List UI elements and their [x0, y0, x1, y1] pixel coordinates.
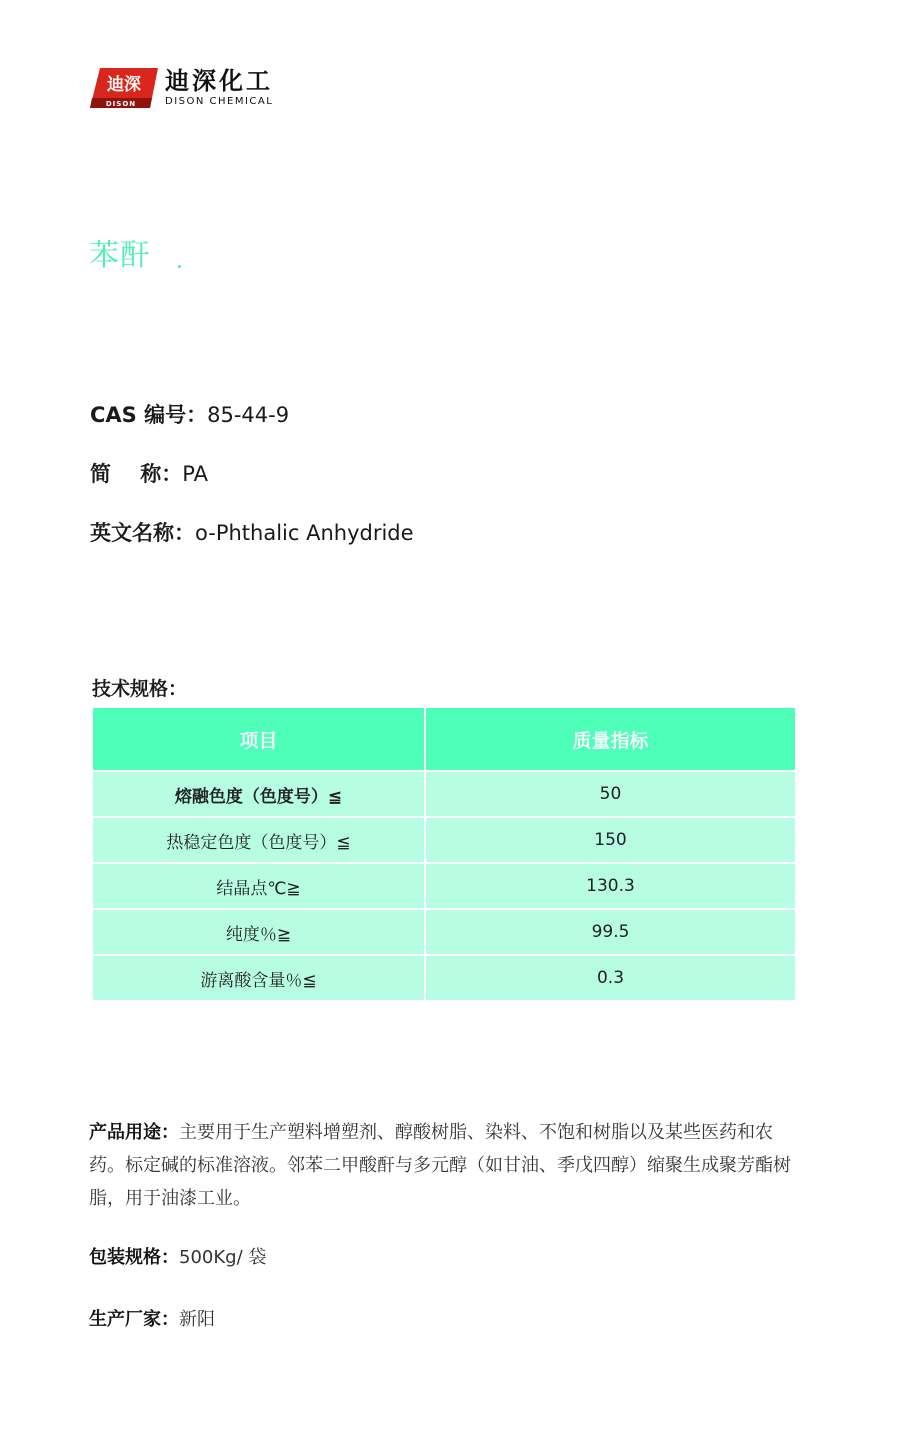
spec-table [91, 706, 797, 1002]
product-title: 苯酐 [89, 238, 151, 273]
row-item: 熔融色度（色度号）≦ [92, 771, 425, 817]
packaging-line [89, 1241, 799, 1274]
manufacturer-value: 新阳 [179, 1309, 215, 1330]
brand-badge [90, 68, 158, 108]
header-quality: 质量指标 [425, 707, 796, 771]
row-value: 0.3 [425, 955, 796, 1001]
table-row [92, 863, 796, 909]
row-item: 纯度％≧ [92, 909, 425, 955]
row-value: 130.3 [425, 863, 796, 909]
english-name-value: o-Phthalic Anhydride [195, 521, 414, 545]
cas-line [90, 401, 289, 429]
brand-name-en: DISON CHEMICAL [165, 96, 274, 107]
english-name-line [90, 519, 414, 547]
abbr-value: PA [182, 462, 208, 486]
brand-logo [90, 67, 273, 109]
brand-badge-sub: DISON [105, 100, 137, 108]
usage-text: 主要用于生产塑料增塑剂、醇酸树脂、染料、不饱和树脂以及某些医药和农药。标定碱的标准溶液。邻苯二甲酸酐与多元醇（如甘油、季戊四醇）缩聚生成聚芳酯树脂，用于油漆工业。 [89, 1122, 791, 1209]
row-value: 150 [425, 817, 796, 863]
row-value: 50 [425, 771, 796, 817]
title-dot [178, 265, 181, 268]
manufacturer-line [89, 1303, 799, 1336]
abbr-line [90, 460, 208, 488]
row-item: 结晶点℃≧ [92, 863, 425, 909]
manufacturer-label: 生产厂家： [89, 1309, 179, 1330]
table-row [92, 955, 796, 1001]
usage-label: 产品用途： [89, 1122, 179, 1143]
table-row [92, 817, 796, 863]
spec-heading: 技术规格： [92, 678, 188, 700]
table-row [92, 771, 796, 817]
cas-label: CAS 编号： [90, 403, 208, 427]
row-item: 游离酸含量％≦ [92, 955, 425, 1001]
cas-value: 85-44-9 [207, 403, 290, 427]
table-row [92, 909, 796, 955]
spec-table-header [92, 707, 796, 771]
usage-paragraph [89, 1116, 799, 1215]
abbr-label: 简 称： [90, 462, 183, 486]
row-item: 热稳定色度（色度号）≦ [92, 817, 425, 863]
header-item: 项目 [92, 707, 425, 771]
brand-wordmark [165, 68, 273, 108]
packaging-label: 包装规格： [89, 1247, 179, 1268]
brand-badge-text: 迪深 [107, 75, 141, 95]
brand-name-cn: 迪深化工 [165, 67, 273, 95]
packaging-value: 500Kg/ 袋 [179, 1247, 267, 1268]
english-name-label: 英文名称： [90, 521, 195, 545]
row-value: 99.5 [425, 909, 796, 955]
